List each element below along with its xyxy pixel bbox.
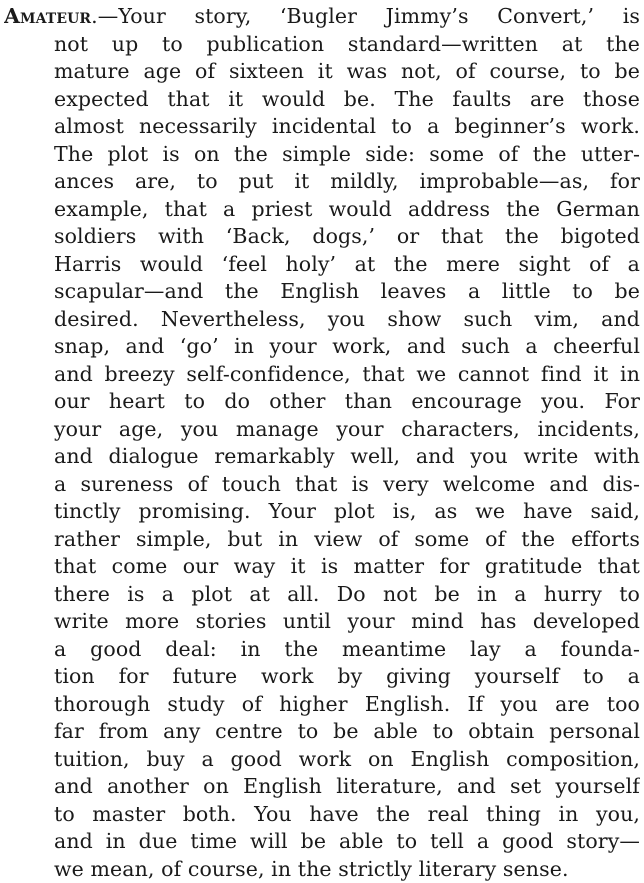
text-line: The plot is on the simple side: some of the utter- [4,141,640,169]
text-line: mature age of sixteen it was not, of course, to be [4,58,640,86]
text-line: desired. Nevertheless, you show such vim, and [4,306,640,334]
text-line: a sureness of touch that is very welcome and dis- [4,471,640,499]
text-line: our heart to do other than encourage you. For [4,388,640,416]
text-line: soldiers with ‘Back, dogs,’ or that the bigoted [4,223,640,251]
text-line: snap, and ‘go’ in your work, and such a cheerful [4,333,640,361]
text-line: thorough study of higher English. If you are too [4,691,640,719]
text-line: and breezy self-confidence, that we cannot find it in [4,361,640,389]
text-line: and in due time will be able to tell a good story— [4,828,640,856]
text-line: not up to publication standard—written at the [4,31,640,59]
text-line: we mean, of course, in the strictly literary sense. [4,856,640,883]
text-line: almost necessarily incidental to a beginner’s work. [4,113,640,141]
article-paragraph [4,3,640,883]
text-line: and dialogue remarkably well, and you write with [4,443,640,471]
text-line: tinctly promising. Your plot is, as we have said, [4,498,640,526]
text-line [4,3,640,31]
text-line: tion for future work by giving yourself to a [4,663,640,691]
text-line-content: .—Your story, ‘Bugler Jimmy’s Convert,’ is [91,4,640,28]
text-line: a good deal: in the meantime lay a founda- [4,636,640,664]
text-line: rather simple, but in view of some of the efforts [4,526,640,554]
text-line: scapular—and the English leaves a little to be [4,278,640,306]
text-line: example, that a priest would address the German [4,196,640,224]
text-line: tuition, buy a good work on English composition, [4,746,640,774]
text-line: that come our way it is matter for gratitude that [4,553,640,581]
text-line: and another on English literature, and set yourself [4,773,640,801]
text-line: your age, you manage your characters, incidents, [4,416,640,444]
text-line: there is a plot at all. Do not be in a hurry to [4,581,640,609]
text-line: expected that it would be. The faults are those [4,86,640,114]
text-line: Harris would ‘feel holy’ at the mere sight of a [4,251,640,279]
text-line: write more stories until your mind has developed [4,608,640,636]
text-line: ances are, to put it mildly, improbable—as, for [4,168,640,196]
text-line: to master both. You have the real thing in you, [4,801,640,829]
correspondent-name: Amateur [4,4,91,28]
text-line: far from any centre to be able to obtain personal [4,718,640,746]
